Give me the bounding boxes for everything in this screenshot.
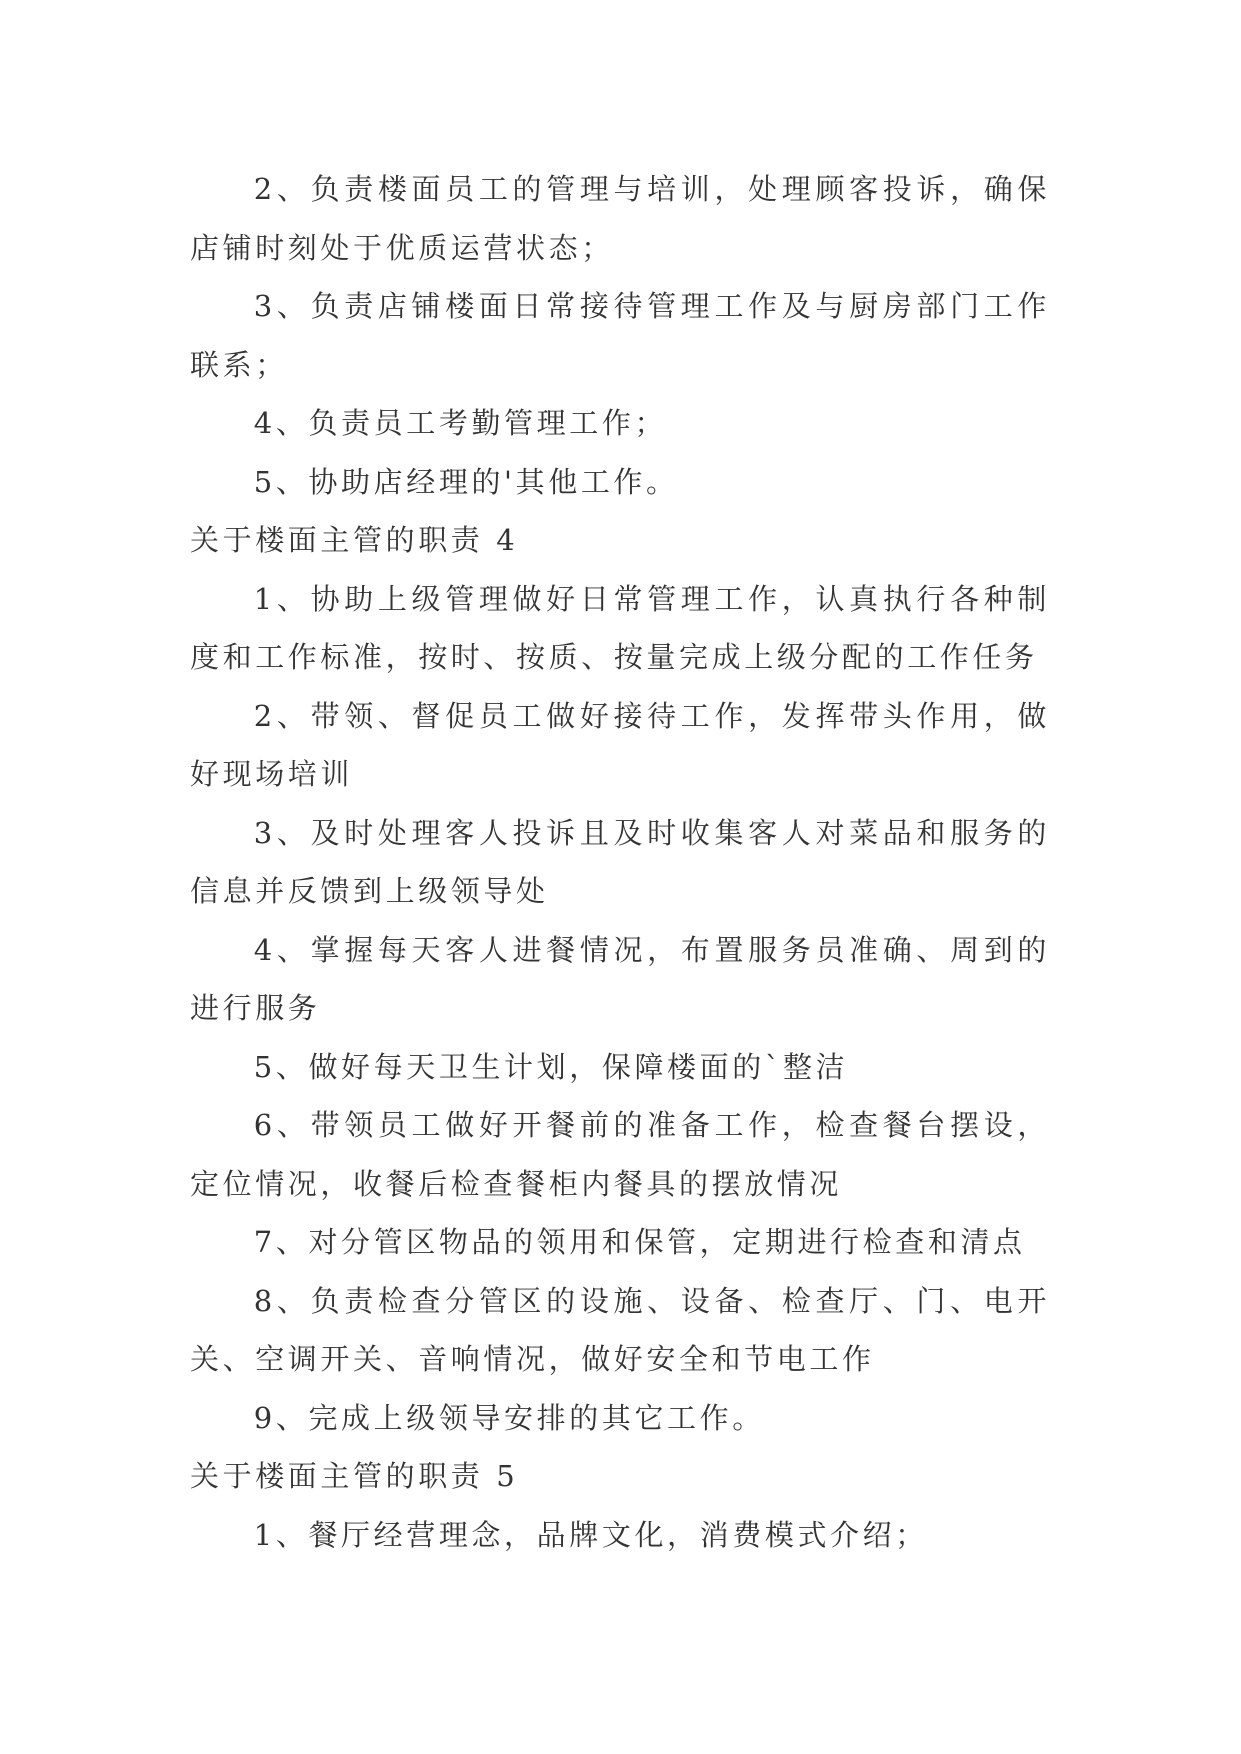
paragraph: 3、负责店铺楼面日常接待管理工作及与厨房部门工作联系； [190,289,1050,382]
paragraph: 8、负责检查分管区的设施、设备、检查厅、门、电开关、空调开关、音响情况，做好安全和节电工作 [190,1283,1050,1376]
paragraph: 2、负责楼面员工的管理与培训，处理顾客投诉，确保店铺时刻处于优质运营状态； [190,172,1050,265]
paragraph: 7、对分管区物品的领用和保管，定期进行检查和清点 [253,1225,1026,1259]
paragraph: 4、负责员工考勤管理工作； [253,406,668,440]
paragraph: 2、带领、督促员工做好接待工作，发挥带头作用，做好现场培训 [190,698,1050,791]
paragraph: 1、协助上级管理做好日常管理工作，认真执行各种制度和工作标准，按时、按质、按量完成上级分配的工作任务 [190,581,1050,674]
paragraph: 1、餐厅经营理念，品牌文化，消费模式介绍； [253,1517,928,1552]
paragraph: 5、做好每天卫生计划，保障楼面的`整洁 [253,1049,849,1084]
paragraph: 6、带领员工做好开餐前的准备工作，检查餐台摆设，定位情况，收餐后检查餐柜内餐具的摆放情况 [190,1108,1050,1201]
document-body [190,160,1050,1564]
section-heading: 关于楼面主管的职责 4 [190,523,519,557]
paragraph: 4、掌握每天客人进餐情况，布置服务员准确、周到的进行服务 [190,932,1050,1025]
paragraph: 3、及时处理客人投诉且及时收集客人对菜品和服务的信息并反馈到上级领导处 [190,815,1050,908]
paragraph: 5、协助店经理的'其他工作。 [253,464,679,499]
section-heading: 关于楼面主管的职责 5 [190,1459,519,1493]
paragraph: 9、完成上级领导安排的其它工作。 [253,1400,765,1435]
